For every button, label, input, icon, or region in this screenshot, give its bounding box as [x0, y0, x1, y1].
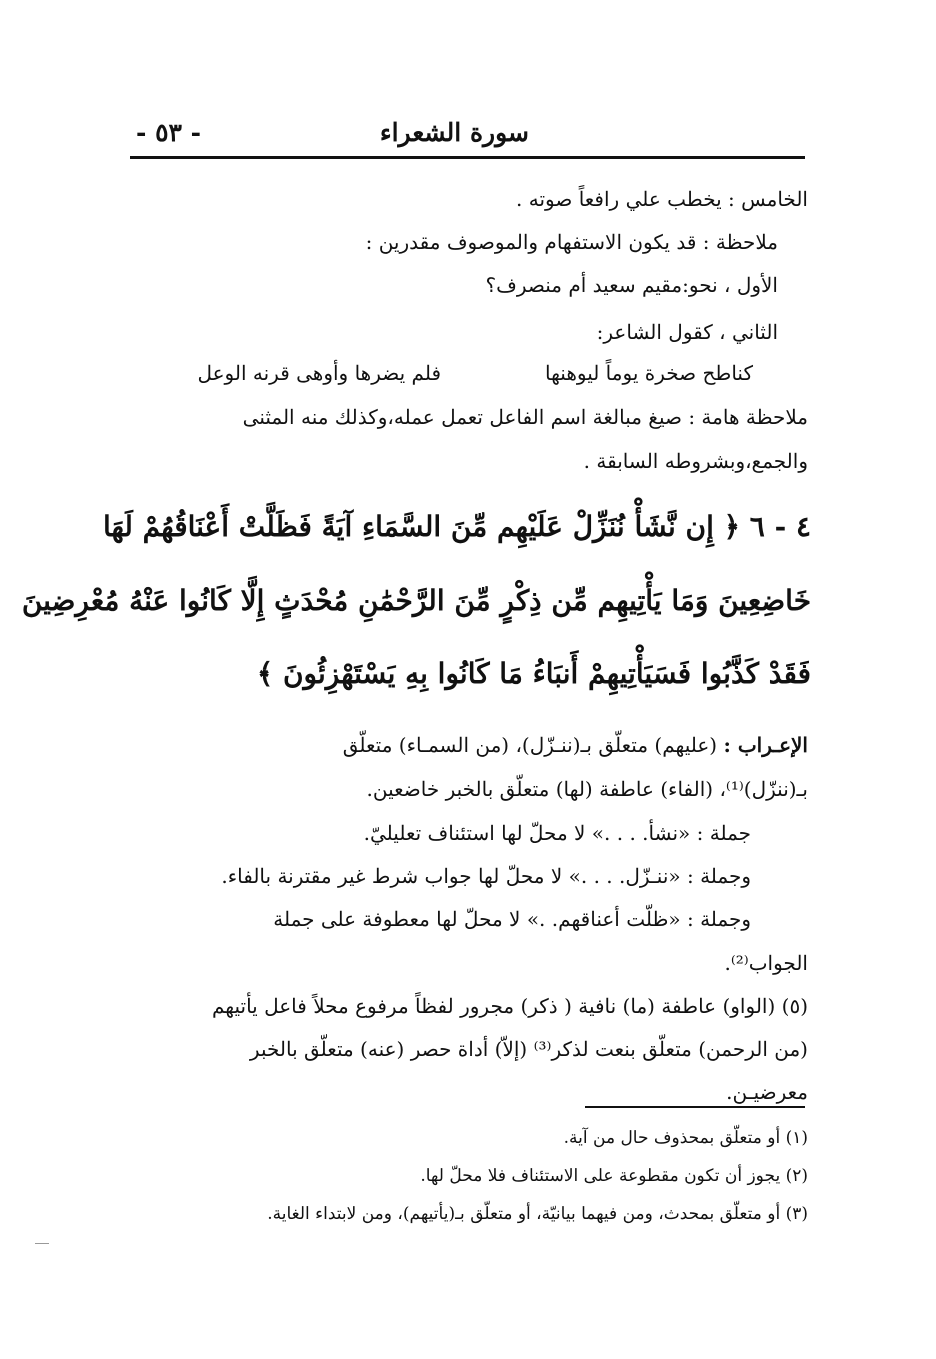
- irab-line-4: وجملة : «ننـزّل. . . .» لا محلّ لها جواب شرط غير مقترنة بالفاء.: [221, 864, 751, 888]
- irab-line-8: (من الرحمن) متعلّق بنعت لذكر⁽³⁾ (إلاّ) أداة حصر (عنه) متعلّق بالخبر: [249, 1037, 808, 1061]
- body-line-important-note: ملاحظة هامة : صيغ مبالغة اسم الفاعل تعمل عمله،وكذلك منه المثنى: [242, 405, 808, 429]
- verse-line-3: فَقَدْ كَذَّبُوا فَسَيَأْتِيهِمْ أَنبَاءُ مَا كَانُوا بِهِ يَسْتَهْزِئُونَ ﴾: [256, 657, 811, 690]
- irab-line-9: معرضيـن.: [726, 1080, 808, 1104]
- body-line-first: الأول ، نحو:مقيم سعيد أم منصرف؟: [485, 273, 778, 297]
- page-number: - ٥٣ -: [136, 118, 202, 147]
- surah-title: سورة الشعراء: [379, 118, 529, 147]
- footnote-1: (١) أو متعلّق بمحذوف حال من آية.: [563, 1128, 808, 1148]
- verse-line-1: ٤ - ٦ ﴿ إِن نَّشَأْ نُنَزِّلْ عَلَيْهِم مِّنَ السَّمَاءِ آيَةً فَظَلَّتْ أَعْنَاقُهُمْ لَهَا: [102, 510, 811, 543]
- irab-line-5: وجملة : «ظلّت أعناقهم. .» لا محلّ لها معطوفة على جملة: [273, 907, 751, 931]
- footnote-2: (٢) يجوز أن تكون مقطوعة على الاستئناف فلا محلّ لها.: [420, 1166, 808, 1186]
- page-header: [130, 112, 805, 159]
- footnote-separator: [585, 1106, 805, 1108]
- margin-mark: [35, 1243, 49, 1244]
- irab-label: الإعـراب :: [723, 733, 808, 757]
- verse-line-2: خَاضِعِينَ وَمَا يَأْتِيهِم مِّن ذِكْرٍ مِّنَ الرَّحْمَٰنِ مُحْدَثٍ إِلَّا كَانُوا عَنْهُ مُعْرِضِينَ: [21, 584, 811, 617]
- irab-line-3: جملة : «نشأ. . . .» لا محلّ لها استئناف تعليليّ.: [363, 821, 751, 845]
- poem-hemistich-right: كناطح صخرة يوماً ليوهنها: [544, 361, 753, 385]
- body-line-second: الثاني ، كقول الشاعر:: [596, 320, 778, 344]
- irab-line-7: (٥) (الواو) عاطفة (ما) نافية ( ذكر) مجرور لفظاً مرفوع محلاً فاعل يأتيهم: [211, 994, 808, 1018]
- body-line-note: ملاحظة : قد يكون الاستفهام والموصوف مقدرين :: [365, 230, 778, 254]
- irab-line-6: الجواب⁽²⁾.: [724, 951, 808, 975]
- footnote-3: (٣) أو متعلّق بمحدث، ومن فيهما بيانيّة، أو متعلّق بـ(يأتيهم)، ومن لابتداء الغاية.: [267, 1204, 808, 1224]
- body-line-khamis: الخامس : يخطب علي رافعاً صوته .: [516, 187, 808, 211]
- irab-line-2: بـ(ننزّل)⁽¹⁾، (الفاء) عاطفة (لها) متعلّق بالخبر خاضعين.: [366, 777, 808, 801]
- body-line-important-note-cont: والجمع،وبشروطه السابقة .: [583, 449, 808, 473]
- irab-line-1: [126, 733, 808, 757]
- poem-hemistich-left: فلم يضرها وأوهى قرنه الوعل: [197, 361, 441, 385]
- irab-line-1-text: (عليهم) متعلّق بـ(ننـزّل)، (من السمـاء) متعلّق: [342, 733, 718, 757]
